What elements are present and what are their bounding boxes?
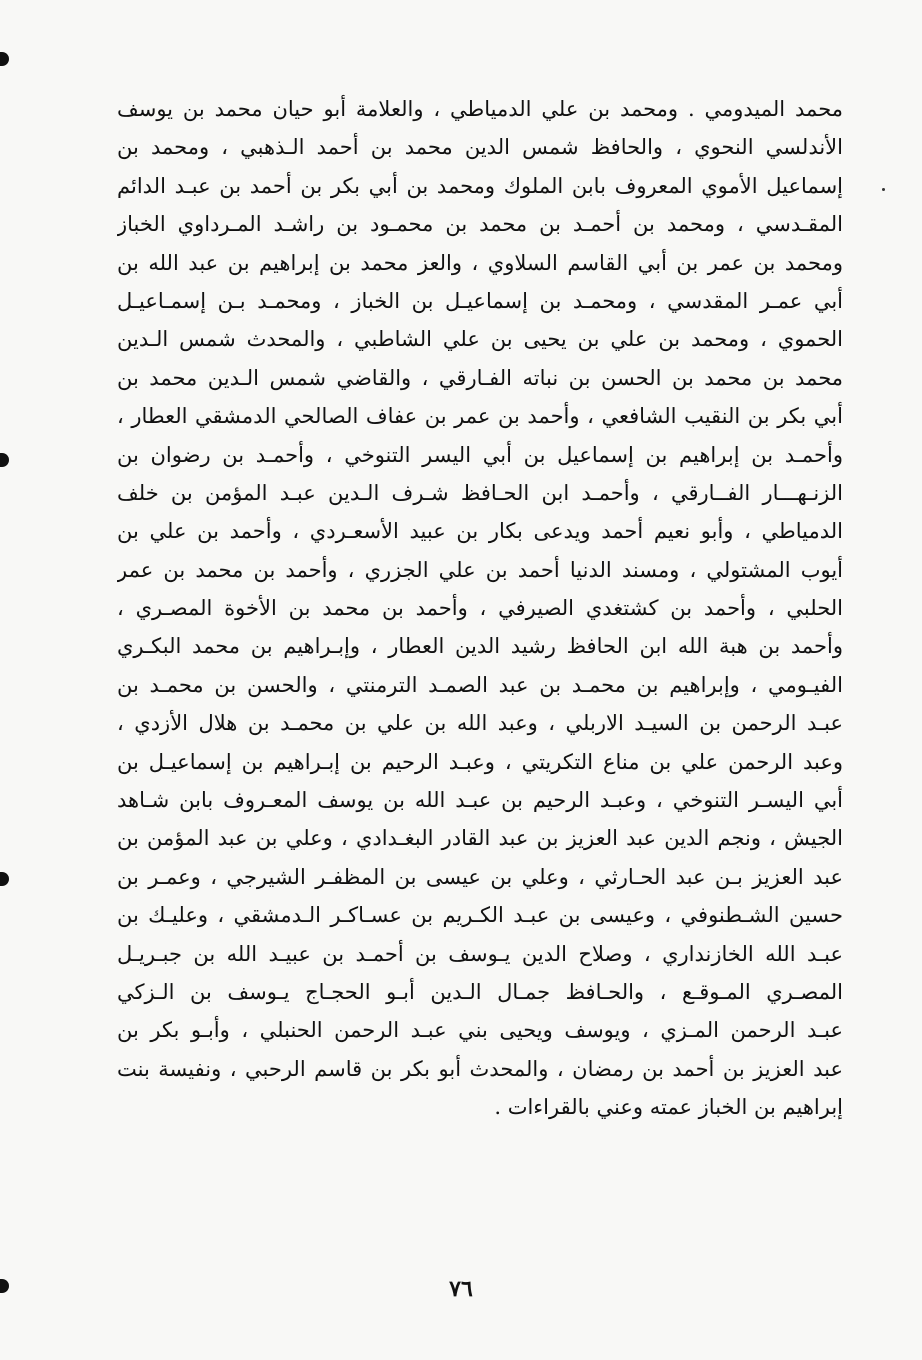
scan-speck — [882, 188, 885, 191]
text-line: المقـدسي ، ومحمد بن أحمـد بن محمد بن محمـود بن راشـد المـرداوي الخباز — [117, 212, 843, 237]
text-line: أبي عمـر المقدسي ، ومحمـد بن إسماعيـل بن الخباز ، ومحمـد بـن إسمـاعيـل — [117, 288, 843, 313]
binding-mark-top — [0, 52, 9, 66]
text-line: عبـد الله الخازنداري ، وصلاح الدين يـوسف بن أحمـد بن عبيـد الله بن جبـريـل — [117, 941, 843, 966]
text-line: عبد العزيز بـن عبد الحـارثي ، وعلي بن عيسى بن المظفـر الشيرجي ، وعمـر بن — [117, 864, 843, 889]
text-line-last: إبراهيم بن الخباز عمته وعني بالقراءات . — [494, 1095, 843, 1120]
body-text — [117, 90, 843, 1127]
binding-mark-upper — [0, 453, 9, 467]
text-line: إسماعيل الأموي المعروف بابن الملوك ومحمد بن أبي بكر بن أحمد بن عبـد الدائم — [117, 173, 843, 198]
text-line: الحموي ، ومحمد بن علي بن يحيى بن علي الشاطبي ، والمحدث شمس الـدين — [117, 327, 843, 352]
text-line: عبـد الرحمن المـزي ، ويوسف ويحيى بني عبـد الرحمن الحنبلي ، وأبـو بكر بن — [117, 1018, 843, 1043]
text-line: حسين الشـطنوفي ، وعيسى بن عبـد الكـريم بن عسـاكـر الـدمشقي ، وعليـك بن — [117, 903, 843, 928]
text-line: أبي بكر بن النقيب الشافعي ، وأحمد بن عمر بن عفاف الصالحي الدمشقي العطار ، — [117, 404, 843, 429]
text-line: وأحمد بن هبة الله ابن الحافظ رشيد الدين العطار ، وإبـراهيم بن محمد البكـري — [117, 634, 843, 659]
text-line: الجيش ، ونجم الدين عبد العزيز بن عبد القادر البغـدادي ، وعلي بن عبد المؤمن بن — [117, 826, 843, 851]
text-line: الفيـومي ، وإبراهيم بن محمـد بن عبد الصمـد الترمنتي ، والحسن بن محمـد بن — [117, 672, 843, 697]
binding-mark-lower — [0, 872, 9, 886]
text-line: عبـد الرحمن بن السيـد الاربلي ، وعبد الله بن علي بن محمـد بن هلال الأزدي ، — [117, 711, 843, 736]
text-line: الدمياطي ، وأبو نعيم أحمد ويدعى بكار بن عبيد الأسعـردي ، وأحمد بن علي بن — [117, 519, 843, 544]
text-line: وأحمـد بن إبراهيم بن إسماعيل بن أبي اليسر التنوخي ، وأحمـد بن رضوان بن — [117, 442, 843, 467]
text-line: الزنـهـــار الفــارقي ، وأحمـد ابن الحـافظ شـرف الـدين عبـد المؤمن بن خلف — [117, 480, 843, 505]
text-line: ومحمد بن عمر بن أبي القاسم السلاوي ، والعز محمد بن إبراهيم بن عبد الله بن — [117, 250, 843, 275]
text-line: الحلبي ، وأحمد بن كشتغدي الصيرفي ، وأحمد بن محمد بن الأخوة المصـري ، — [117, 596, 843, 621]
text-line: الأندلسي النحوي ، والحافظ شمس الدين محمد بن أحمد الـذهبي ، ومحمد بن — [117, 135, 843, 160]
text-line: وعبد الرحمن علي بن مناع التكريتي ، وعبـد الرحيم بن إبـراهيم بن إسماعيـل بن — [117, 749, 843, 774]
text-line: أبي اليسـر التنوخي ، وعبـد الرحيم بن عبـد الله بن يوسف المعـروف بابن شـاهد — [117, 788, 843, 813]
text-line: محمد الميدومي . ومحمد بن علي الدمياطي ، والعلامة أبو حيان محمد بن يوسف — [117, 97, 843, 121]
text-line: المصـري المـوقـع ، والحـافظ جمـال الـدين أبـو الحجـاج يـوسف بن الـزكي — [117, 979, 843, 1004]
page-number: ٧٦ — [449, 1276, 473, 1302]
text-line: عبد العزيز بن أحمد بن رمضان ، والمحدث أبو بكر بن قاسم الرحبي ، ونفيسة بنت — [117, 1056, 843, 1081]
text-line: أيوب المشتولي ، ومسند الدنيا أحمد بن علي الجزري ، وأحمد بن محمد بن عمر — [117, 557, 843, 582]
text-line: محمد بن محمد بن الحسن بن نباته الفـارقي ، والقاضي شمس الـدين محمد بن — [117, 365, 843, 390]
